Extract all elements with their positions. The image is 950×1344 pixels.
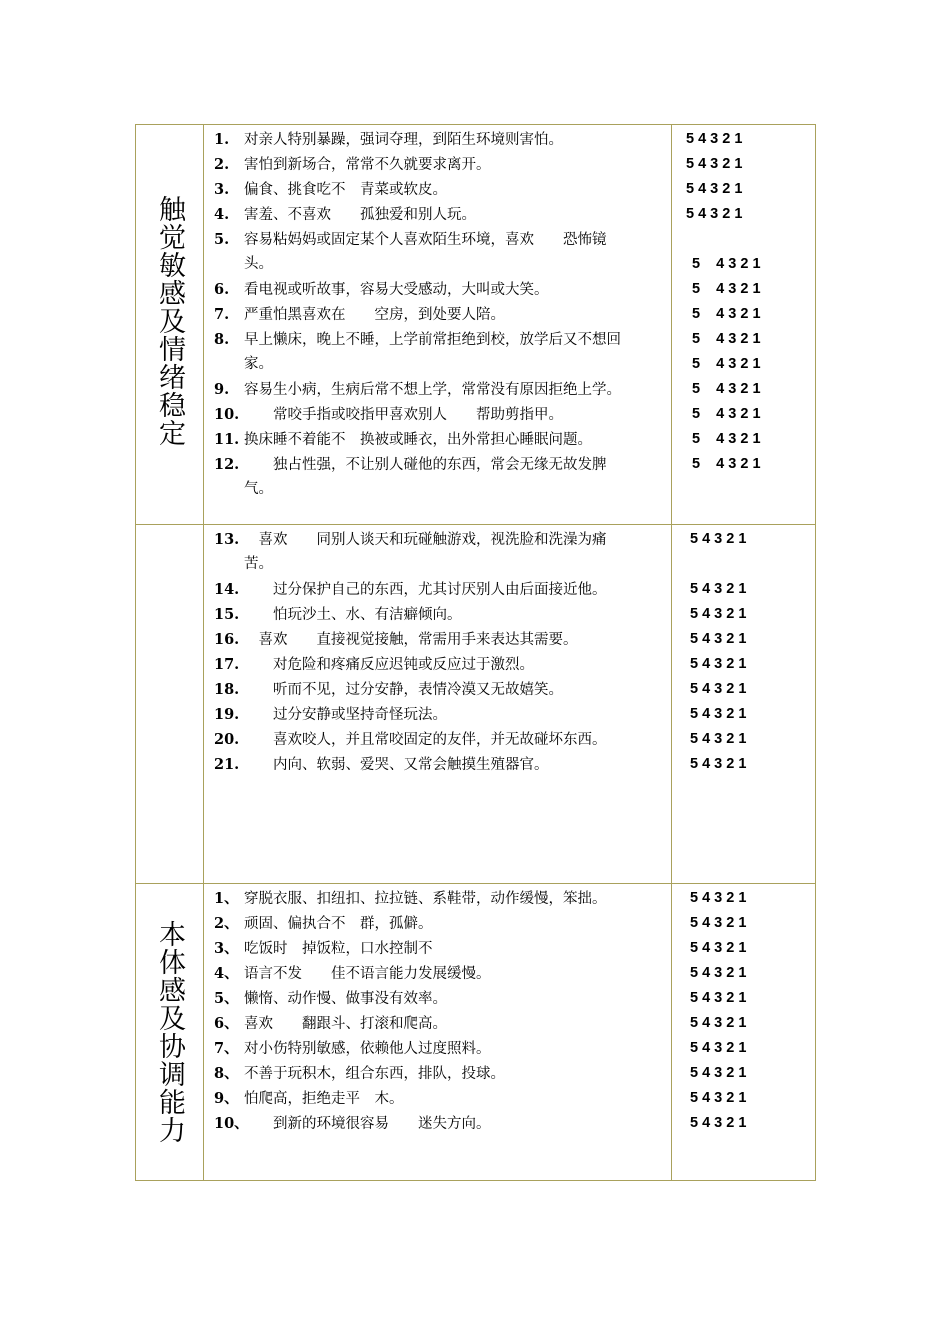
item-text: 喜欢 同别人谈天和玩碰触游戏，视洗脸和洗澡为痛 xyxy=(244,532,607,548)
score-scale: 5 4 3 2 1 xyxy=(692,456,761,472)
item-number: 9、 xyxy=(214,1090,239,1107)
item-text: 容易生小病，生病后常不想上学，常常没有原因拒绝上学。 xyxy=(244,382,621,398)
list-item xyxy=(214,936,665,962)
item-text: 怕爬高，拒绝走平 木。 xyxy=(244,1091,404,1107)
item-text: 听而不见，过分安静，表情冷漠又无故嬉笑。 xyxy=(244,682,563,698)
item-text: 内向、软弱、爱哭、又常会触摸生殖器官。 xyxy=(244,757,549,773)
item-text-continuation: 头。 xyxy=(244,256,273,272)
category-cell xyxy=(136,525,204,883)
item-text: 不善于玩积木，组合东西，排队，投球。 xyxy=(244,1066,505,1082)
item-text: 换床睡不着能不 换被或睡衣，出外常担心睡眠问题。 xyxy=(244,432,592,448)
score-scale: 5 4 3 2 1 xyxy=(692,331,761,347)
score-scale: 5 4 3 2 1 xyxy=(690,1115,747,1131)
list-item xyxy=(214,627,665,653)
item-text: 喜欢 直接视觉接触，常需用手来表达其需要。 xyxy=(244,632,578,648)
item-number: 3、 xyxy=(214,940,239,957)
item-number: 8、 xyxy=(214,1065,239,1082)
item-text-continuation: 气。 xyxy=(244,481,273,497)
score-scale: 5 4 3 2 1 xyxy=(690,531,747,547)
score-scale: 5 4 3 2 1 xyxy=(690,965,747,981)
score-scale: 5 4 3 2 1 xyxy=(690,1040,747,1056)
item-text: 到新的环境很容易 迷失方向。 xyxy=(244,1116,491,1132)
score-scale: 5 4 3 2 1 xyxy=(692,406,761,422)
item-text: 顽固、偏执合不 群，孤僻。 xyxy=(244,916,433,932)
list-item xyxy=(214,1061,665,1087)
list-item xyxy=(214,377,665,403)
item-number: 6、 xyxy=(214,1015,239,1032)
items-cell xyxy=(204,125,672,524)
list-item xyxy=(214,427,665,453)
item-number: 1、 xyxy=(214,890,239,907)
list-item xyxy=(214,152,665,178)
scores-cell xyxy=(672,525,815,883)
list-item xyxy=(214,177,665,203)
list-item xyxy=(214,961,665,987)
score-scale: 5 4 3 2 1 xyxy=(692,306,761,322)
item-text: 对危险和疼痛反应迟钝或反应过于激烈。 xyxy=(244,657,534,673)
item-number: 17. xyxy=(214,656,240,673)
item-text: 过分安静或坚持奇怪玩法。 xyxy=(244,707,447,723)
item-number: 14. xyxy=(214,581,240,598)
item-text: 喜欢咬人，并且常咬固定的友伴，并无故碰坏东西。 xyxy=(244,732,607,748)
list-item xyxy=(214,1036,665,1062)
item-number: 11. xyxy=(214,431,240,448)
score-scale: 5 4 3 2 1 xyxy=(692,431,761,447)
item-number: 7. xyxy=(214,306,230,323)
score-scale: 5 4 3 2 1 xyxy=(690,1015,747,1031)
section-proprioception-coordination xyxy=(136,883,815,1180)
list-item xyxy=(214,227,665,253)
category-label: 触觉敏感及情绪稳定 xyxy=(154,195,185,447)
item-number: 15. xyxy=(214,606,240,623)
score-scale: 5 4 3 2 1 xyxy=(690,1065,747,1081)
section-tactile-defensive xyxy=(136,524,815,883)
category-cell xyxy=(136,125,204,524)
list-item xyxy=(214,302,665,328)
item-number: 16. xyxy=(214,631,240,648)
items-cell xyxy=(204,525,672,883)
items-cell xyxy=(204,884,672,1180)
score-scale: 5 4 3 2 1 xyxy=(690,681,747,697)
list-item xyxy=(214,327,665,353)
list-item xyxy=(214,277,665,303)
score-scale: 5 4 3 2 1 xyxy=(686,181,743,197)
list-item xyxy=(214,986,665,1012)
item-number: 21. xyxy=(214,756,240,773)
item-text: 对亲人特别暴躁，强词夺理，到陌生环境则害怕。 xyxy=(244,132,563,148)
item-number: 7、 xyxy=(214,1040,239,1057)
score-scale: 5 4 3 2 1 xyxy=(690,1090,747,1106)
score-scale: 5 4 3 2 1 xyxy=(690,656,747,672)
list-item xyxy=(214,402,665,428)
score-scale: 5 4 3 2 1 xyxy=(690,606,747,622)
item-text: 穿脱衣服、扣纽扣、拉拉链、系鞋带，动作缓慢，笨拙。 xyxy=(244,891,607,907)
list-item xyxy=(214,202,665,228)
item-text: 独占性强，不让别人碰他的东西，常会无缘无故发脾 xyxy=(244,457,607,473)
score-scale: 5 4 3 2 1 xyxy=(692,281,761,297)
score-scale: 5 4 3 2 1 xyxy=(690,581,747,597)
item-text: 害怕到新场合，常常不久就要求离开。 xyxy=(244,157,491,173)
category-label: 本体感及协调能力 xyxy=(154,920,185,1144)
list-item xyxy=(214,1086,665,1112)
item-number: 9. xyxy=(214,381,230,398)
item-number: 10、 xyxy=(214,1115,249,1132)
item-text: 早上懒床，晚上不睡，上学前常拒绝到校，放学后又不想回 xyxy=(244,332,621,348)
item-number: 18. xyxy=(214,681,240,698)
item-number: 10. xyxy=(214,406,240,423)
item-number: 20. xyxy=(214,731,240,748)
score-scale: 5 4 3 2 1 xyxy=(692,356,761,372)
item-number: 2、 xyxy=(214,915,239,932)
score-scale: 5 4 3 2 1 xyxy=(692,381,761,397)
score-scale: 5 4 3 2 1 xyxy=(690,756,747,772)
score-scale: 5 4 3 2 1 xyxy=(686,206,743,222)
section-tactile-emotional xyxy=(136,125,815,524)
item-number: 3. xyxy=(214,181,230,198)
item-text: 看电视或听故事，容易大受感动，大叫或大笑。 xyxy=(244,282,549,298)
item-number: 4、 xyxy=(214,965,239,982)
list-item xyxy=(214,602,665,628)
item-number: 5、 xyxy=(214,990,239,1007)
item-text: 害羞、不喜欢 孤独爱和别人玩。 xyxy=(244,207,476,223)
item-text: 严重怕黑喜欢在 空房，到处要人陪。 xyxy=(244,307,505,323)
list-item xyxy=(214,1111,665,1137)
item-text: 吃饭时 掉饭粒，口水控制不 xyxy=(244,941,433,957)
item-text: 过分保护自己的东西，尤其讨厌别人由后面接近他。 xyxy=(244,582,607,598)
list-item xyxy=(214,702,665,728)
item-number: 8. xyxy=(214,331,230,348)
item-number: 13. xyxy=(214,531,240,548)
item-text: 喜欢 翻跟斗、打滚和爬高。 xyxy=(244,1016,447,1032)
list-item xyxy=(214,652,665,678)
assessment-table xyxy=(135,124,816,1181)
item-number: 4. xyxy=(214,206,230,223)
list-item xyxy=(214,127,665,153)
list-item xyxy=(214,727,665,753)
list-item xyxy=(214,911,665,937)
score-scale: 5 4 3 2 1 xyxy=(690,731,747,747)
item-text: 语言不发 佳不语言能力发展缓慢。 xyxy=(244,966,491,982)
category-cell xyxy=(136,884,204,1180)
item-number: 6. xyxy=(214,281,230,298)
score-scale: 5 4 3 2 1 xyxy=(686,131,743,147)
score-scale: 5 4 3 2 1 xyxy=(690,990,747,1006)
list-item xyxy=(214,886,665,912)
item-text: 对小伤特别敏感，依赖他人过度照料。 xyxy=(244,1041,491,1057)
item-number: 2. xyxy=(214,156,230,173)
list-item xyxy=(214,577,665,603)
list-item xyxy=(214,452,665,478)
score-scale: 5 4 3 2 1 xyxy=(690,706,747,722)
list-item xyxy=(214,1011,665,1037)
scores-cell xyxy=(672,125,815,524)
item-number: 1. xyxy=(214,131,230,148)
scores-cell xyxy=(672,884,815,1180)
list-item xyxy=(214,752,665,778)
item-text: 偏食、挑食吃不 青菜或软皮。 xyxy=(244,182,447,198)
score-scale: 5 4 3 2 1 xyxy=(690,890,747,906)
score-scale: 5 4 3 2 1 xyxy=(690,940,747,956)
item-text: 常咬手指或咬指甲喜欢别人 帮助剪指甲。 xyxy=(244,407,563,423)
list-item xyxy=(214,677,665,703)
item-text: 懒惰、动作慢、做事没有效率。 xyxy=(244,991,447,1007)
score-scale: 5 4 3 2 1 xyxy=(692,256,761,272)
item-text: 怕玩沙土、水、有洁癖倾向。 xyxy=(244,607,462,623)
score-scale: 5 4 3 2 1 xyxy=(690,631,747,647)
item-number: 12. xyxy=(214,456,240,473)
item-text-continuation: 苦。 xyxy=(244,556,273,572)
score-scale: 5 4 3 2 1 xyxy=(690,915,747,931)
item-number: 19. xyxy=(214,706,240,723)
list-item xyxy=(214,527,665,553)
item-text: 容易粘妈妈或固定某个人喜欢陌生环境，喜欢 恐怖镜 xyxy=(244,232,607,248)
item-number: 5. xyxy=(214,231,230,248)
item-text-continuation: 家。 xyxy=(244,356,273,372)
score-scale: 5 4 3 2 1 xyxy=(686,156,743,172)
